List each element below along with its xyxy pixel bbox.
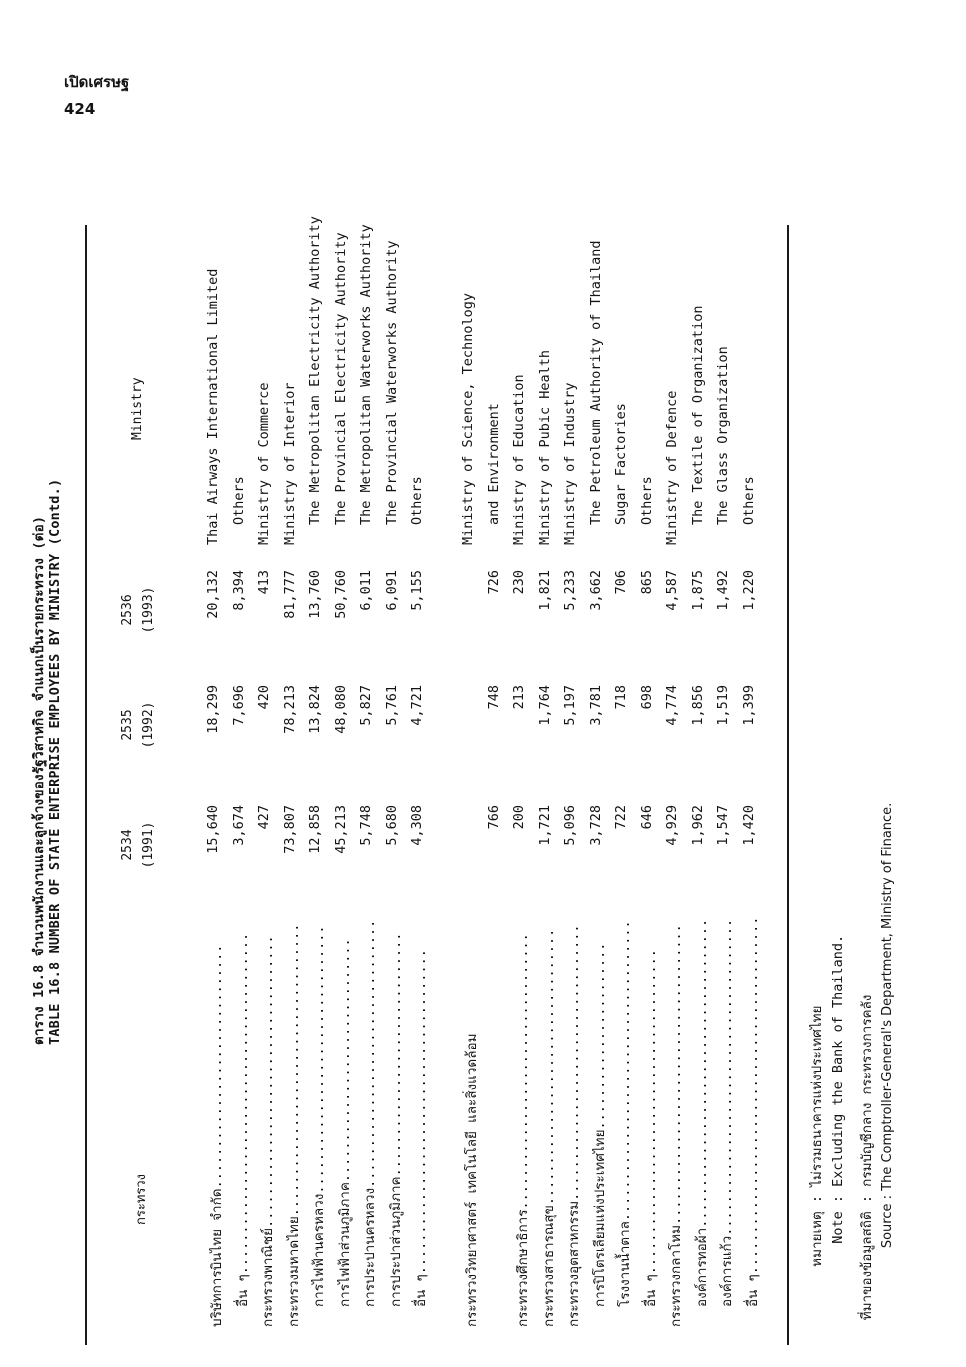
value-2536: 13,760 <box>307 570 323 619</box>
value-2536: 865 <box>638 570 655 595</box>
value-2534: 1,420 <box>740 805 757 846</box>
value-2535: 718 <box>613 685 629 710</box>
row-label-english: The Provincial Electricity Authority <box>332 232 349 525</box>
table-row <box>715 225 741 1345</box>
value-2534: 12,858 <box>307 805 323 854</box>
column-header-thai: กระทรวง <box>134 1173 149 1225</box>
row-label-thai: องค์การแก้ว....................................... <box>719 918 735 1307</box>
top-rule <box>85 225 87 1345</box>
rotated-table-page <box>31 216 895 1345</box>
value-2536: 1,220 <box>740 570 757 611</box>
table-title-thai: ตาราง 16.8 จำนวนพนักงานและลูกจ้างของรัฐวิสาหกิจ จำแนกเป็นรายกระทรวง (ต่อ) <box>31 515 47 1045</box>
value-2534: 1,547 <box>715 805 731 846</box>
value-2535: 5,197 <box>562 685 578 726</box>
row-label-english: Ministry of Interior <box>281 382 298 545</box>
value-2534: 15,640 <box>205 805 221 854</box>
value-2534: 1,721 <box>536 805 553 846</box>
column-header-2534: 2534 <box>120 829 135 861</box>
value-2535: 1,399 <box>740 685 757 726</box>
source-text: The Comptroller-General's Department, Ministry of Finance. <box>880 802 895 1191</box>
column-header-2536: 2536 <box>120 594 135 626</box>
row-label-english: Ministry of Pubic Health <box>536 349 553 545</box>
row-label-thai: กระทรวงศึกษาธิการ.................................. <box>515 933 531 1327</box>
value-2535: 698 <box>638 685 655 710</box>
footnote-source-thai <box>855 995 877 1345</box>
remark-label-thai: หมายเหตุ : <box>809 1195 825 1267</box>
table-row <box>511 225 537 1345</box>
row-label-english: Thai Airways International Limited <box>205 268 221 545</box>
row-label-english: Ministry of Education <box>511 374 527 545</box>
row-label-english: The Textile of Organization <box>689 305 706 525</box>
table-row <box>741 225 767 1345</box>
row-label-thai: กระทรวงอุตสาหกรรม.................................. <box>566 924 582 1327</box>
value-2535: 213 <box>511 685 527 710</box>
value-2536: 20,132 <box>205 570 221 619</box>
value-2535: 4,774 <box>664 685 680 726</box>
row-label-english: Ministry of Science, Technology <box>460 293 476 545</box>
value-2535: 13,824 <box>307 685 323 734</box>
row-label-english: The Provincial Waterworks Authority <box>383 240 400 525</box>
value-2534: 200 <box>511 805 527 830</box>
table-row <box>588 225 614 1345</box>
value-2534: 73,807 <box>281 805 298 854</box>
value-2536: 50,760 <box>332 570 349 619</box>
table-row <box>639 225 665 1345</box>
row-label-thai: บริษัทการบินไทย จำกัด.............................. <box>209 944 225 1327</box>
row-label-thai: อื่น ๆ........................................ <box>642 949 659 1307</box>
table-row <box>307 216 333 1345</box>
row-label-english: and Environment <box>485 403 502 525</box>
row-label-english: Ministry of Defence <box>664 390 680 545</box>
value-2535: 1,856 <box>689 685 706 726</box>
value-2536: 726 <box>485 570 502 595</box>
value-2535: 420 <box>256 685 272 710</box>
value-2536: 1,875 <box>689 570 706 611</box>
value-2536: 5,155 <box>409 570 425 611</box>
footnote-remark <box>805 1006 827 1345</box>
value-2535: 3,781 <box>587 685 604 726</box>
value-2534: 5,748 <box>358 805 374 846</box>
value-2534: 1,962 <box>689 805 706 846</box>
source-label-thai: ที่มาของข้อมูลสถิติ : <box>859 1195 875 1321</box>
row-label-english: Others <box>230 476 247 525</box>
row-label-thai: การประปานครหลวง................................. <box>362 919 378 1307</box>
value-2535: 4,721 <box>409 685 425 726</box>
row-label-thai: กระทรวงมหาดไทย.................................... <box>285 923 302 1327</box>
row-label-english: Ministry of Industry <box>562 382 578 545</box>
table-title-english: TABLE 16.8 NUMBER OF STATE ENTERPRISE EMPLOYEES BY MINISTRY (Contd.) <box>47 478 63 1045</box>
table-row <box>460 225 486 1345</box>
row-label-thai: การประปาส่วนภูมิภาค.............................. <box>387 932 404 1307</box>
value-2535: 78,213 <box>281 685 298 734</box>
value-2536: 6,011 <box>358 570 374 611</box>
value-2535: 5,827 <box>358 685 374 726</box>
note-label: Note : <box>830 1195 846 1244</box>
table-row <box>256 225 282 1345</box>
row-label-english: The Petroleum Authority of Thailand <box>587 240 604 525</box>
row-label-english: Sugar Factories <box>613 403 629 525</box>
value-2536: 1,492 <box>715 570 731 611</box>
column-header-1991: (1991) <box>141 821 156 869</box>
table-row <box>486 225 512 1345</box>
table-row <box>333 225 359 1345</box>
row-label-thai: กระทรวงกลาโหม..................................... <box>668 924 684 1327</box>
bottom-rule <box>787 225 789 1345</box>
table-row <box>409 225 435 1345</box>
row-spacer <box>435 225 461 1345</box>
value-2535: 1,764 <box>536 685 553 726</box>
column-header-2535: 2535 <box>120 709 135 741</box>
value-2536: 5,233 <box>562 570 578 611</box>
value-2534: 4,929 <box>664 805 680 846</box>
value-2534: 5,680 <box>383 805 400 846</box>
row-label-english: Ministry of Commerce <box>256 382 272 545</box>
row-label-thai: อื่น ๆ.......................................... <box>234 932 251 1307</box>
value-2534: 3,728 <box>587 805 604 846</box>
book-title: เปิดเศรษฐ <box>64 73 130 91</box>
value-2536: 6,091 <box>383 570 400 611</box>
row-label-thai: การไฟฟ้าส่วนภูมิภาค.............................. <box>336 938 353 1307</box>
table-row <box>282 225 308 1345</box>
table-row <box>537 225 563 1345</box>
row-label-thai: กระทรวงพาณิชย์.................................... <box>260 935 276 1327</box>
value-2535: 18,299 <box>205 685 221 734</box>
row-label-thai: อื่น ๆ........................................ <box>413 949 429 1307</box>
value-2534: 646 <box>638 805 655 830</box>
row-label-english: The Metropolitan Electricity Authority <box>307 216 323 525</box>
value-2536: 413 <box>256 570 272 595</box>
value-2534: 3,674 <box>230 805 247 846</box>
table-row <box>613 225 639 1345</box>
remark-text-thai: ไม่รวมธนาคารแห่งประเทศไทย <box>809 1005 825 1187</box>
value-2534: 45,213 <box>332 805 349 854</box>
value-2534: 4,308 <box>409 805 425 846</box>
note-text: Excluding the Bank of Thailand. <box>830 934 846 1187</box>
value-2535: 5,761 <box>383 685 400 726</box>
row-label-english: Others <box>740 476 757 525</box>
value-2534: 5,096 <box>562 805 578 846</box>
row-label-thai: กระทรวงสาธารณสุข.................................. <box>540 928 557 1327</box>
value-2536: 4,587 <box>664 570 680 611</box>
value-2535: 7,696 <box>230 685 247 726</box>
column-header-1993: (1993) <box>141 586 156 634</box>
row-label-english: Others <box>409 476 425 525</box>
value-2536: 230 <box>511 570 527 595</box>
row-label-thai: องค์การทอผ้า...................................... <box>693 918 710 1307</box>
data-table <box>205 216 766 1345</box>
page-number: 424 <box>64 100 96 118</box>
row-label-english: Others <box>638 476 655 525</box>
row-label-english: The Glass Organization <box>715 346 731 525</box>
footnote-source <box>880 803 895 1345</box>
row-label-thai: อื่น ๆ............................................ <box>744 916 761 1307</box>
row-label-thai: กระทรวงวิทยาศาสตร์ เทคโนโลยี และสิ่งแวดล้อม <box>464 1033 480 1327</box>
row-label-thai: โรงงานน้ำตาล..................................... <box>617 920 633 1307</box>
row-label-thai: การปิโตรเลียมแห่งประเทศไทย....................... <box>591 942 608 1307</box>
value-2536: 8,394 <box>230 570 247 611</box>
column-header-ministry: Ministry <box>130 377 145 440</box>
table-row <box>690 225 716 1345</box>
value-2535: 748 <box>485 685 502 710</box>
row-label-english: The Metropolitan Waterworks Authority <box>358 224 374 525</box>
value-2536: 1,821 <box>536 570 553 611</box>
value-2534: 766 <box>485 805 502 830</box>
source-label: Source : <box>880 1195 895 1249</box>
value-2535: 48,080 <box>332 685 349 734</box>
column-header-1992: (1992) <box>141 701 156 749</box>
value-2535: 1,519 <box>715 685 731 726</box>
table-row <box>358 225 384 1345</box>
footnote-note <box>830 935 846 1345</box>
value-2534: 722 <box>613 805 629 830</box>
table-row <box>205 225 231 1345</box>
value-2536: 3,662 <box>587 570 604 611</box>
source-text-thai: กรมบัญชีกลาง กระทรวงการคลัง <box>859 994 875 1187</box>
table-row <box>664 225 690 1345</box>
value-2536: 81,777 <box>281 570 298 619</box>
row-label-thai: การไฟฟ้านครหลวง................................. <box>311 925 327 1307</box>
table-row <box>231 225 257 1345</box>
table-row <box>562 225 588 1345</box>
value-2534: 427 <box>256 805 272 830</box>
table-row <box>384 225 410 1345</box>
value-2536: 706 <box>613 570 629 595</box>
